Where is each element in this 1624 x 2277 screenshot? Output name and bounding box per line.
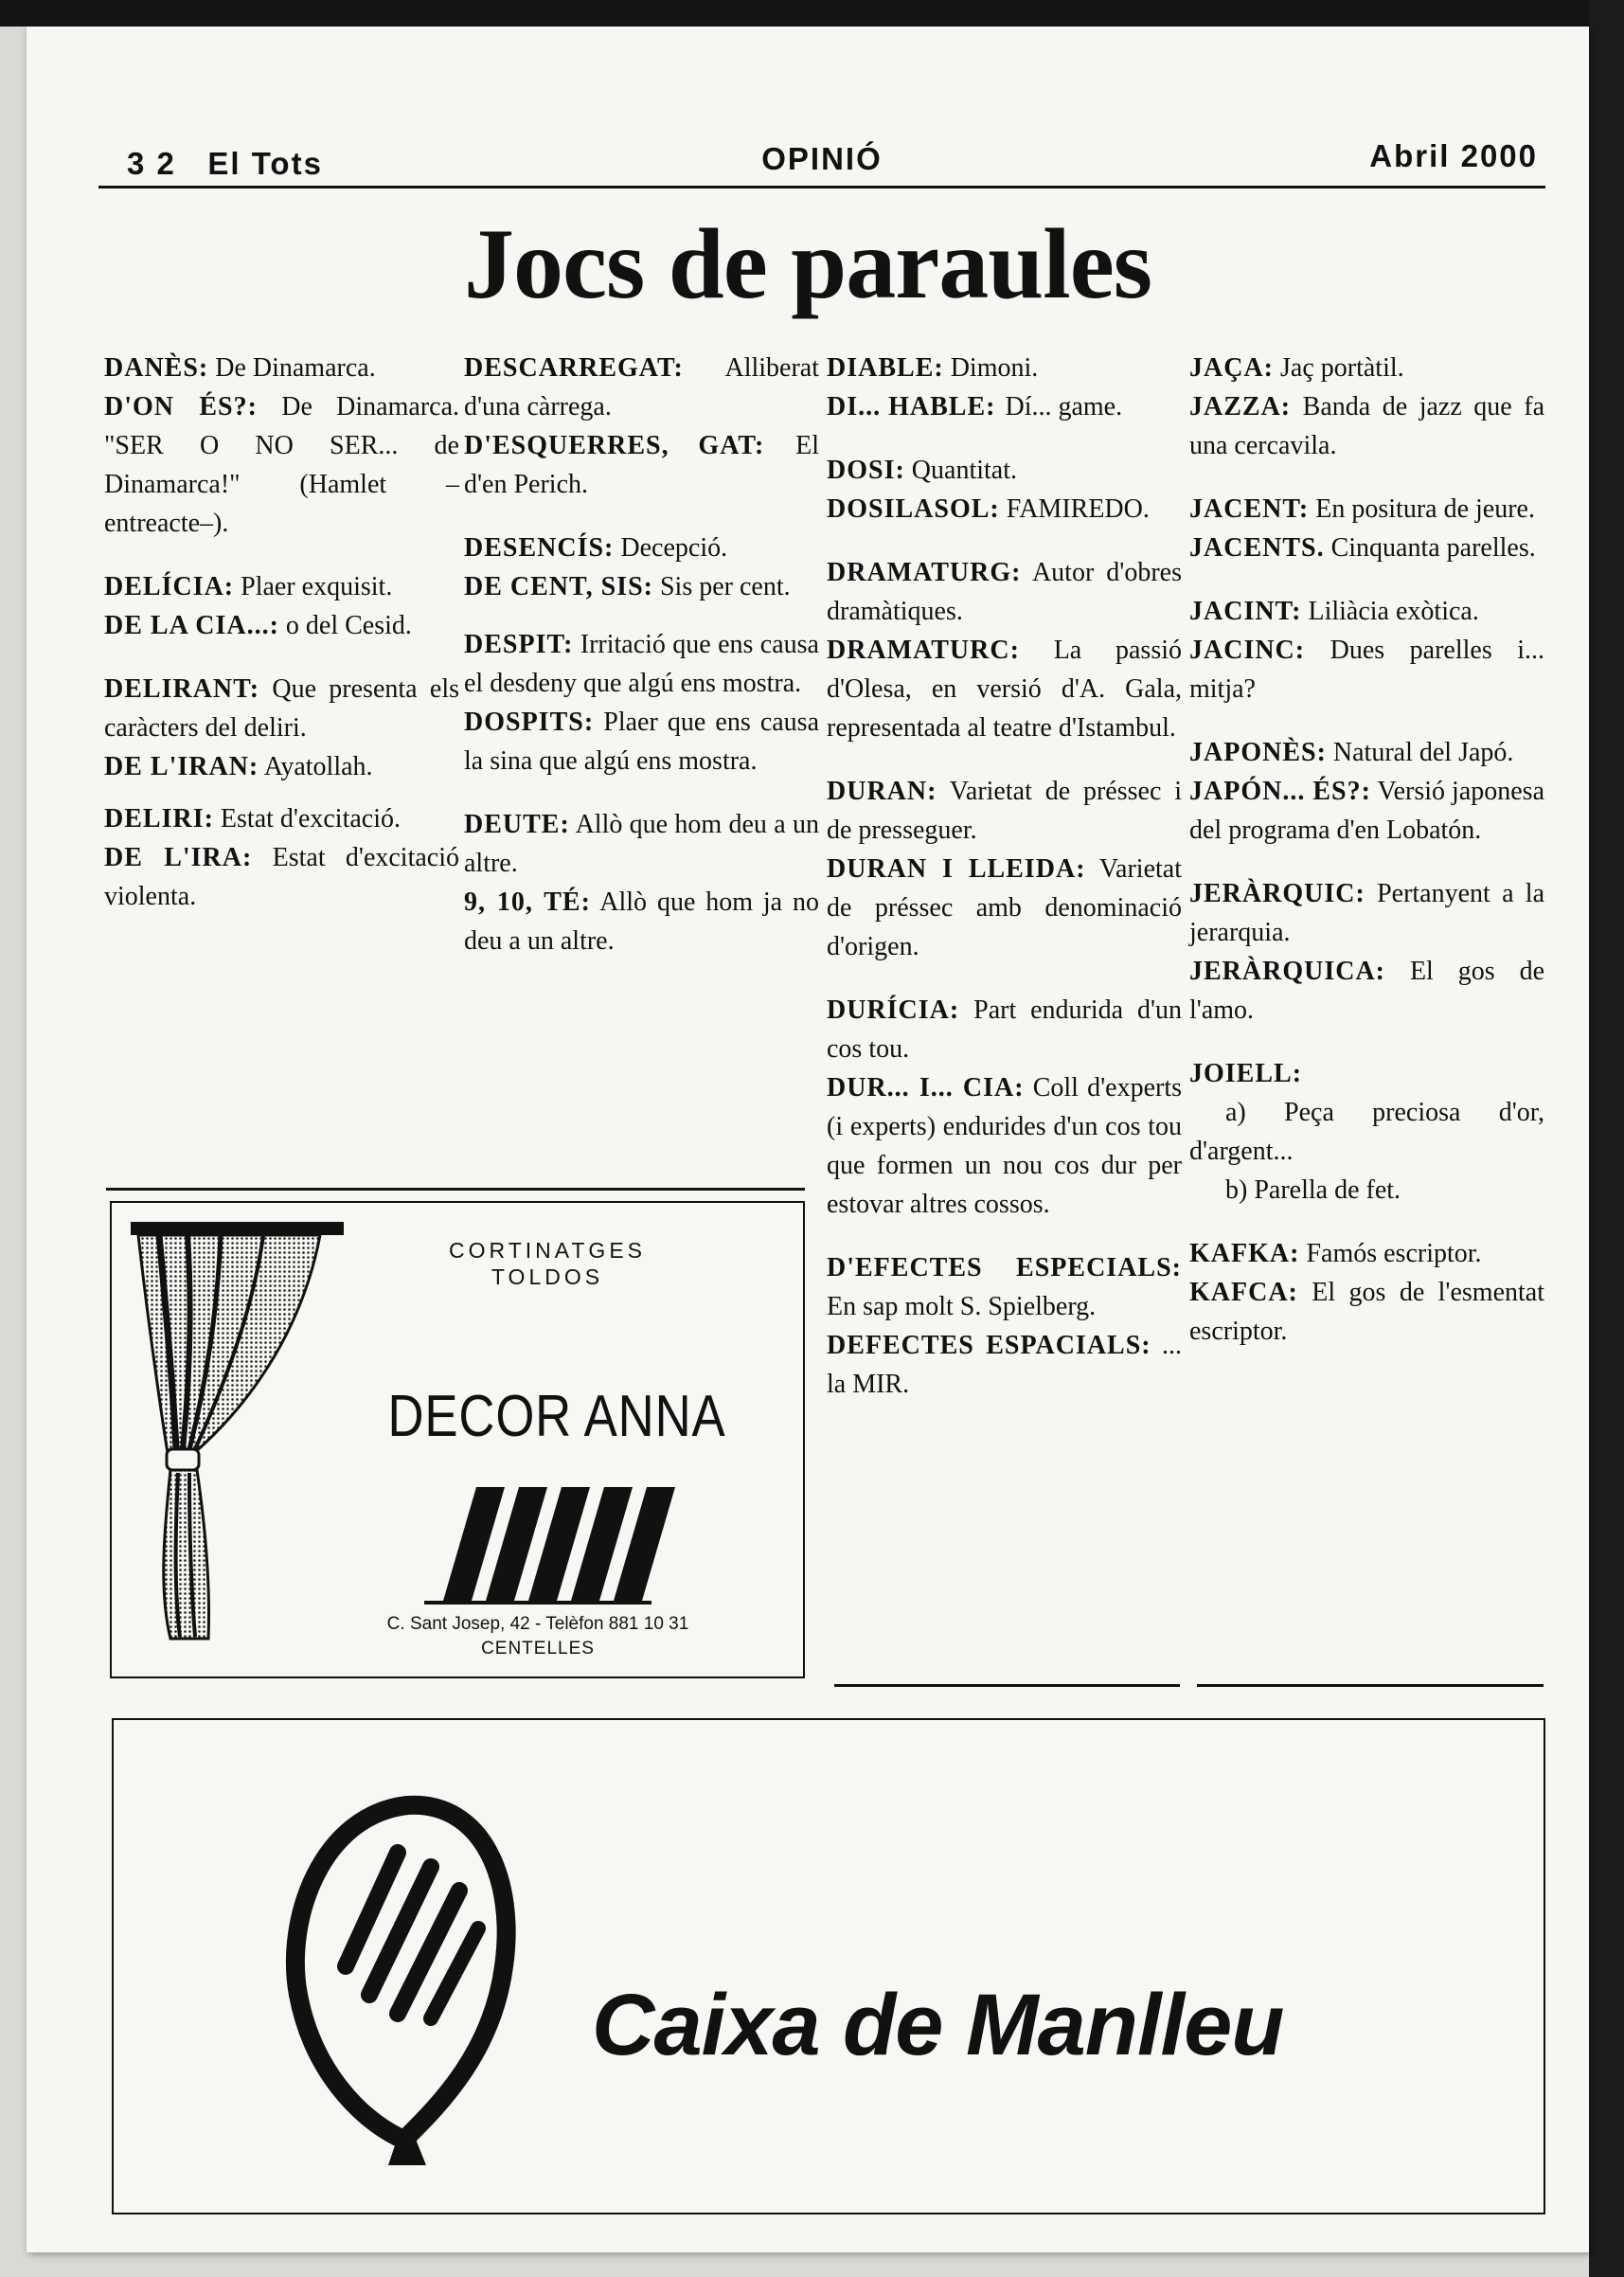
- entry: D'ON ÉS?: De Dinamarca. "SER O NO SER... de Dinamarca!" (Hamlet –entreacte–).: [104, 392, 459, 538]
- entry: a) Peça preciosa d'or, d'argent...: [1189, 1098, 1544, 1166]
- entry: DOSILASOL: FAMIREDO.: [827, 494, 1150, 524]
- entry: JERÀRQUICA: El gos de l'amo.: [1189, 957, 1544, 1025]
- entry: DI... HABLE: Dí... game.: [827, 392, 1123, 421]
- column-4: [1189, 349, 1544, 1351]
- entry: DURAN: Varietat de préssec i de presseguer.: [827, 777, 1182, 845]
- issue-date: Abril 2000: [1369, 138, 1538, 173]
- entry: DANÈS: De Dinamarca.: [104, 353, 376, 383]
- entry: JERÀRQUIC: Pertanyent a la jerarquia.: [1189, 879, 1544, 947]
- entry: 9, 10, TÉ: Allò que hom ja no deu a un altre.: [464, 887, 819, 956]
- article-title: Jocs de paraules: [464, 208, 1151, 319]
- entry: JAPÓN... ÉS?: Versió japonesa del programa d'en Lobatón.: [1189, 777, 1544, 845]
- entry: DEUTE: Allò que hom deu a un altre.: [464, 810, 819, 878]
- entry: JAÇA: Jaç portàtil.: [1189, 353, 1404, 383]
- entry: DIABLE: Dimoni.: [827, 353, 1039, 383]
- entry: D'EFECTES ESPECIALS: En sap molt S. Spielberg.: [827, 1253, 1182, 1321]
- divider-left: [106, 1188, 805, 1191]
- entry: JACINT: Liliàcia exòtica.: [1189, 597, 1479, 626]
- entry: JACINC: Dues parelles i... mitja?: [1189, 636, 1544, 704]
- ad-service-1: CORTINATGES: [449, 1238, 646, 1263]
- caixa-manlleu-ad: [112, 1718, 1545, 2214]
- scan-right-edge: [1589, 0, 1624, 2277]
- entry: DELIRI: Estat d'excitació.: [104, 804, 402, 834]
- ad-street: C. Sant Josep, 42 - Telèfon 881 10 31: [386, 1614, 689, 1634]
- entry: DESPIT: Irritació que ens causa el desdeny que algú ens mostra.: [464, 630, 819, 698]
- entry: D'ESQUERRES, GAT: El d'en Perich.: [464, 431, 819, 499]
- page-header: [98, 138, 1545, 188]
- caixa-logo-icon: [256, 1777, 540, 2175]
- ad-business-name: DECOR ANNA: [387, 1384, 726, 1449]
- entry: DE L'IRAN: Ayatollah.: [104, 752, 373, 781]
- entry: DOSI: Quantitat.: [827, 456, 1017, 485]
- entry: DUR... I... CIA: Coll d'experts (i experts) endurides d'un cos tou que formen un nou cos dur per estovar altres cossos.: [827, 1073, 1182, 1219]
- entry: DELIRANT: Que presenta els caràcters del deliri.: [104, 674, 459, 743]
- entry: DELÍCIA: Plaer exquisit.: [104, 572, 393, 601]
- column-3: [827, 349, 1182, 1404]
- entry: KAFCA: El gos de l'esmentat escriptor.: [1189, 1278, 1544, 1346]
- column-1: [104, 349, 459, 916]
- entry: b) Parella de fet.: [1225, 1175, 1401, 1205]
- entry: DE L'IRA: Estat d'excitació violenta.: [104, 843, 459, 911]
- ad-town: CENTELLES: [481, 1639, 595, 1658]
- entry: DURAN I LLEIDA: Varietat de préssec amb denominació d'origen.: [827, 854, 1182, 961]
- entry: DE CENT, SIS: Sis per cent.: [464, 572, 791, 601]
- entry: DOSPITS: Plaer que ens causa la sina que algú ens mostra.: [464, 708, 819, 776]
- column-2: [464, 349, 819, 960]
- page: [27, 27, 1589, 2252]
- entry: DRAMATURC: La passió d'Olesa, en versió d'A. Gala, representada al teatre d'Istambul.: [827, 636, 1182, 743]
- ad-service-2: TOLDOS: [491, 1264, 604, 1289]
- entry: JAPONÈS: Natural del Japó.: [1189, 738, 1514, 767]
- divider-col3-bottom: [834, 1684, 1180, 1687]
- curtain-icon: [131, 1222, 348, 1648]
- entry: KAFKA: Famós escriptor.: [1189, 1239, 1482, 1268]
- entry: JAZZA: Banda de jazz que fa una cercavila.: [1189, 392, 1545, 460]
- entry: DE LA CIA...: o del Cesid.: [104, 611, 412, 640]
- awning-stripes-icon: [424, 1487, 689, 1610]
- ad-services: [396, 1237, 699, 1290]
- entry: DURÍCIA: Part endurida d'un cos tou.: [827, 995, 1183, 1064]
- scan-top-edge: [0, 0, 1624, 27]
- entry: DEFECTES ESPACIALS: ... la MIR.: [827, 1331, 1182, 1399]
- entry: JACENT: En positura de jeure.: [1189, 494, 1535, 524]
- ad-brand-name: Caixa de Manlleu: [592, 1977, 1284, 2073]
- entry: DESCARREGAT: Alliberat d'una càrrega.: [464, 353, 819, 421]
- entry: JOIELL:: [1189, 1059, 1303, 1088]
- entry: DESENCÍS: Decepció.: [464, 533, 728, 563]
- entry: JACENTS. Cinquanta parelles.: [1189, 533, 1536, 563]
- divider-col4-bottom: [1197, 1684, 1544, 1687]
- section-title: OPINIÓ: [761, 141, 883, 176]
- decor-anna-ad: [110, 1201, 805, 1678]
- entry: DRAMATURG: Autor d'obres dramàtiques.: [827, 558, 1182, 626]
- ad-address: [339, 1612, 737, 1661]
- page-number: 3 2 El Tots: [127, 146, 323, 181]
